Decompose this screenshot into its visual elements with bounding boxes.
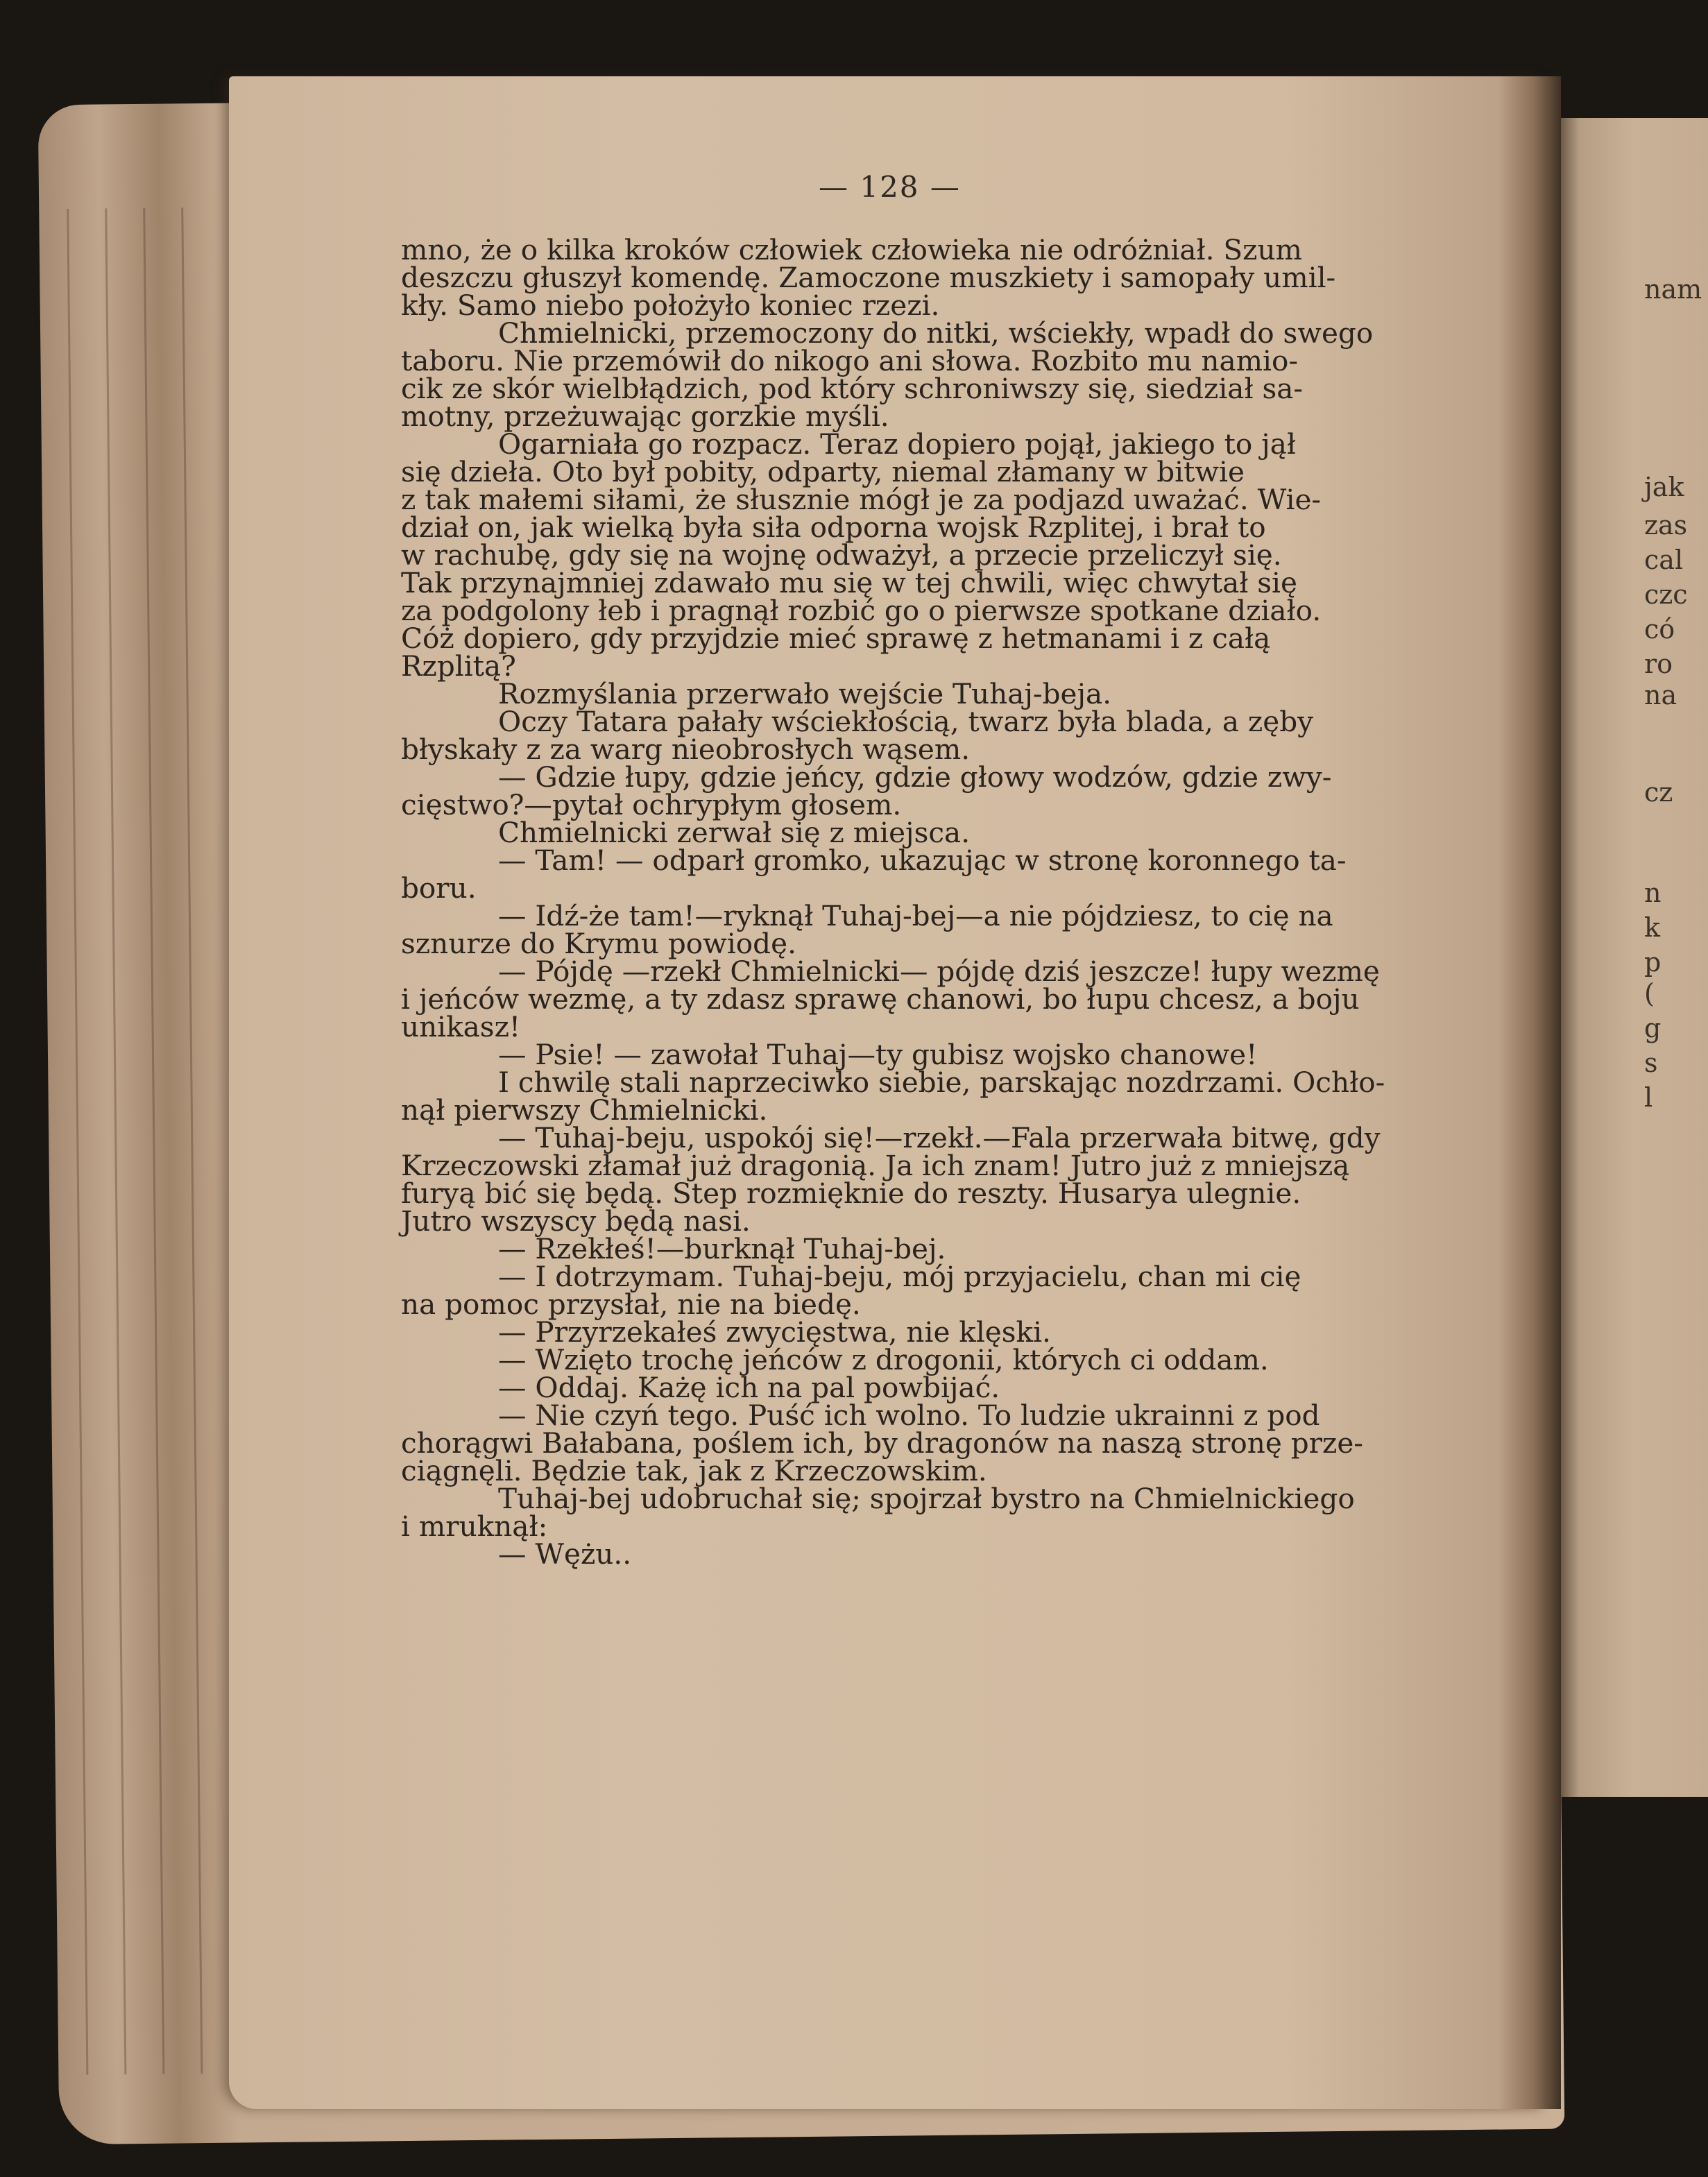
text-line: Rozmyślania przerwało wejście Tuhaj-beja. bbox=[498, 677, 1112, 710]
text-line: dział on, jak wielką była siła odporna wojsk Rzplitej, i brał to bbox=[401, 511, 1266, 544]
text-line: ciągnęli. Będzie tak, jak z Krzeczowskim. bbox=[401, 1454, 987, 1487]
text-line: — Idź-że tam!—ryknął Tuhaj-bej—a nie pójdziesz, to cię na bbox=[498, 899, 1333, 932]
text-line: — Przyrzekałeś zwycięstwa, nie klęski. bbox=[498, 1315, 1051, 1349]
text-line: cik ze skór wielbłądzich, pod który schroniwszy się, siedział sa- bbox=[401, 372, 1304, 405]
facing-page-fragment: cz bbox=[1644, 777, 1673, 808]
text-line: — Rzekłeś!—burknął Tuhaj-bej. bbox=[498, 1232, 946, 1265]
text-line: i mruknął: bbox=[401, 1510, 548, 1543]
text-line: — Oddaj. Każę ich na pal powbijać. bbox=[498, 1371, 1000, 1404]
facing-page-fragment: cal bbox=[1644, 545, 1684, 575]
text-line: Ogarniała go rozpacz. Teraz dopiero pojął, jakiego to jął bbox=[498, 427, 1296, 461]
facing-page bbox=[1561, 118, 1708, 1797]
text-line: I chwilę stali naprzeciwko siebie, parskając nozdrzami. Ochło- bbox=[498, 1066, 1385, 1099]
text-line: furyą bić się będą. Step rozmięknie do reszty. Husarya ulegnie. bbox=[401, 1177, 1301, 1210]
text-line: z tak małemi siłami, że słusznie mógł je za podjazd uważać. Wie- bbox=[401, 483, 1322, 516]
text-line: i jeńców wezmę, a ty zdasz sprawę chanowi, bo łupu chcesz, a boju bbox=[401, 982, 1360, 1016]
facing-page-fragment: zas bbox=[1644, 510, 1688, 540]
text-line: mno, że o kilka kroków człowiek człowieka nie odróżniał. Szum bbox=[401, 233, 1302, 266]
text-line: Chmielnicki zerwał się z miejsca. bbox=[498, 816, 971, 849]
text-line: Krzeczowski złamał już dragonią. Ja ich znam! Jutro już z mniejszą bbox=[401, 1149, 1350, 1182]
text-line: — I dotrzymam. Tuhaj-beju, mój przyjacielu, chan mi cię bbox=[498, 1260, 1301, 1293]
facing-page-fragment: p bbox=[1644, 947, 1662, 977]
page-edge bbox=[67, 209, 88, 2075]
text-line: Cóż dopiero, gdy przyjdzie mieć sprawę z hetmanami i z całą bbox=[401, 622, 1271, 655]
facing-page-fragment: na bbox=[1644, 680, 1677, 710]
text-line: Oczy Tatara pałały wściekłością, twarz była blada, a zęby bbox=[498, 705, 1314, 738]
text-line: Tuhaj-bej udobruchał się; spojrzał bystro na Chmielnickiego bbox=[498, 1482, 1355, 1515]
text-line: Chmielnicki, przemoczony do nitki, wściekły, wpadł do swego bbox=[498, 316, 1374, 350]
text-line: za podgolony łeb i pragnął rozbić go o pierwsze spotkane działo. bbox=[401, 594, 1322, 627]
page-edge bbox=[143, 208, 164, 2074]
text-line: — Gdzie łupy, gdzie jeńcy, gdzie głowy wodzów, gdzie zwy- bbox=[498, 760, 1332, 794]
text-line: Rzplitą? bbox=[401, 649, 516, 683]
facing-page-fragment: ro bbox=[1644, 649, 1673, 679]
text-line: na pomoc przysłał, nie na biedę. bbox=[401, 1288, 861, 1321]
facing-page-fragment: czc bbox=[1644, 579, 1688, 610]
facing-page-fragment: có bbox=[1644, 614, 1675, 644]
facing-page-fragment: ( bbox=[1644, 978, 1655, 1009]
facing-page-fragment: k bbox=[1644, 912, 1661, 943]
text-line: błyskały z za warg nieobrosłych wąsem. bbox=[401, 733, 971, 766]
text-line: Tak przynajmniej zdawało mu się w tej chwili, więc chwytał się bbox=[401, 566, 1297, 599]
text-line: — Psie! — zawołał Tuhaj—ty gubisz wojsko chanowe! bbox=[498, 1038, 1258, 1071]
text-line: chorągwi Bałabana, poślem ich, by dragonów na naszą stronę prze- bbox=[401, 1426, 1363, 1460]
page-edge bbox=[181, 207, 203, 2074]
facing-page-fragment: l bbox=[1644, 1082, 1653, 1113]
page-body-text bbox=[401, 233, 1514, 1571]
text-line: — Wzięto trochę jeńców z drogonii, których ci oddam. bbox=[498, 1343, 1269, 1376]
facing-page-fragment: s bbox=[1644, 1048, 1658, 1078]
text-line: w rachubę, gdy się na wojnę odważył, a przecie przeliczył się. bbox=[401, 538, 1282, 572]
facing-page-fragment: n bbox=[1644, 878, 1662, 908]
text-line: nął pierwszy Chmielnicki. bbox=[401, 1093, 768, 1127]
text-line: — Pójdę —rzekł Chmielnicki— pójdę dziś jeszcze! łupy wezmę bbox=[498, 955, 1380, 988]
facing-page-fragment: jak bbox=[1644, 472, 1684, 502]
text-line: — Wężu.. bbox=[498, 1537, 632, 1571]
text-line: kły. Samo niebo położyło koniec rzezi. bbox=[401, 289, 940, 322]
text-line: — Nie czyń tego. Puść ich wolno. To ludzie ukrainni z pod bbox=[498, 1399, 1320, 1432]
text-line: taboru. Nie przemówił do nikogo ani słowa. Rozbito mu namio- bbox=[401, 344, 1299, 377]
text-line: cięstwo?—pytał ochrypłym głosem. bbox=[401, 788, 902, 821]
facing-page-fragment: nam bbox=[1644, 274, 1702, 305]
text-line: Jutro wszyscy będą nasi. bbox=[401, 1204, 751, 1238]
text-line: boru. bbox=[401, 871, 477, 905]
text-line: — Tam! — odparł gromko, ukazując w stronę koronnego ta- bbox=[498, 844, 1347, 877]
facing-page-fragment: g bbox=[1644, 1013, 1662, 1043]
text-line: motny, przeżuwając gorzkie myśli. bbox=[401, 400, 889, 433]
page-edge bbox=[105, 208, 126, 2074]
text-line: deszczu głuszył komendę. Zamoczone muszkiety i samopały umil- bbox=[401, 261, 1336, 294]
text-line: sznurze do Krymu powiodę. bbox=[401, 927, 796, 960]
text-line: — Tuhaj-beju, uspokój się!—rzekł.—Fala przerwała bitwę, gdy bbox=[498, 1121, 1381, 1154]
page-number: — 128 — bbox=[819, 170, 961, 204]
text-line: się dzieła. Oto był pobity, odparty, niemal złamany w bitwie bbox=[401, 455, 1245, 488]
text-line: unikasz! bbox=[401, 1010, 521, 1043]
